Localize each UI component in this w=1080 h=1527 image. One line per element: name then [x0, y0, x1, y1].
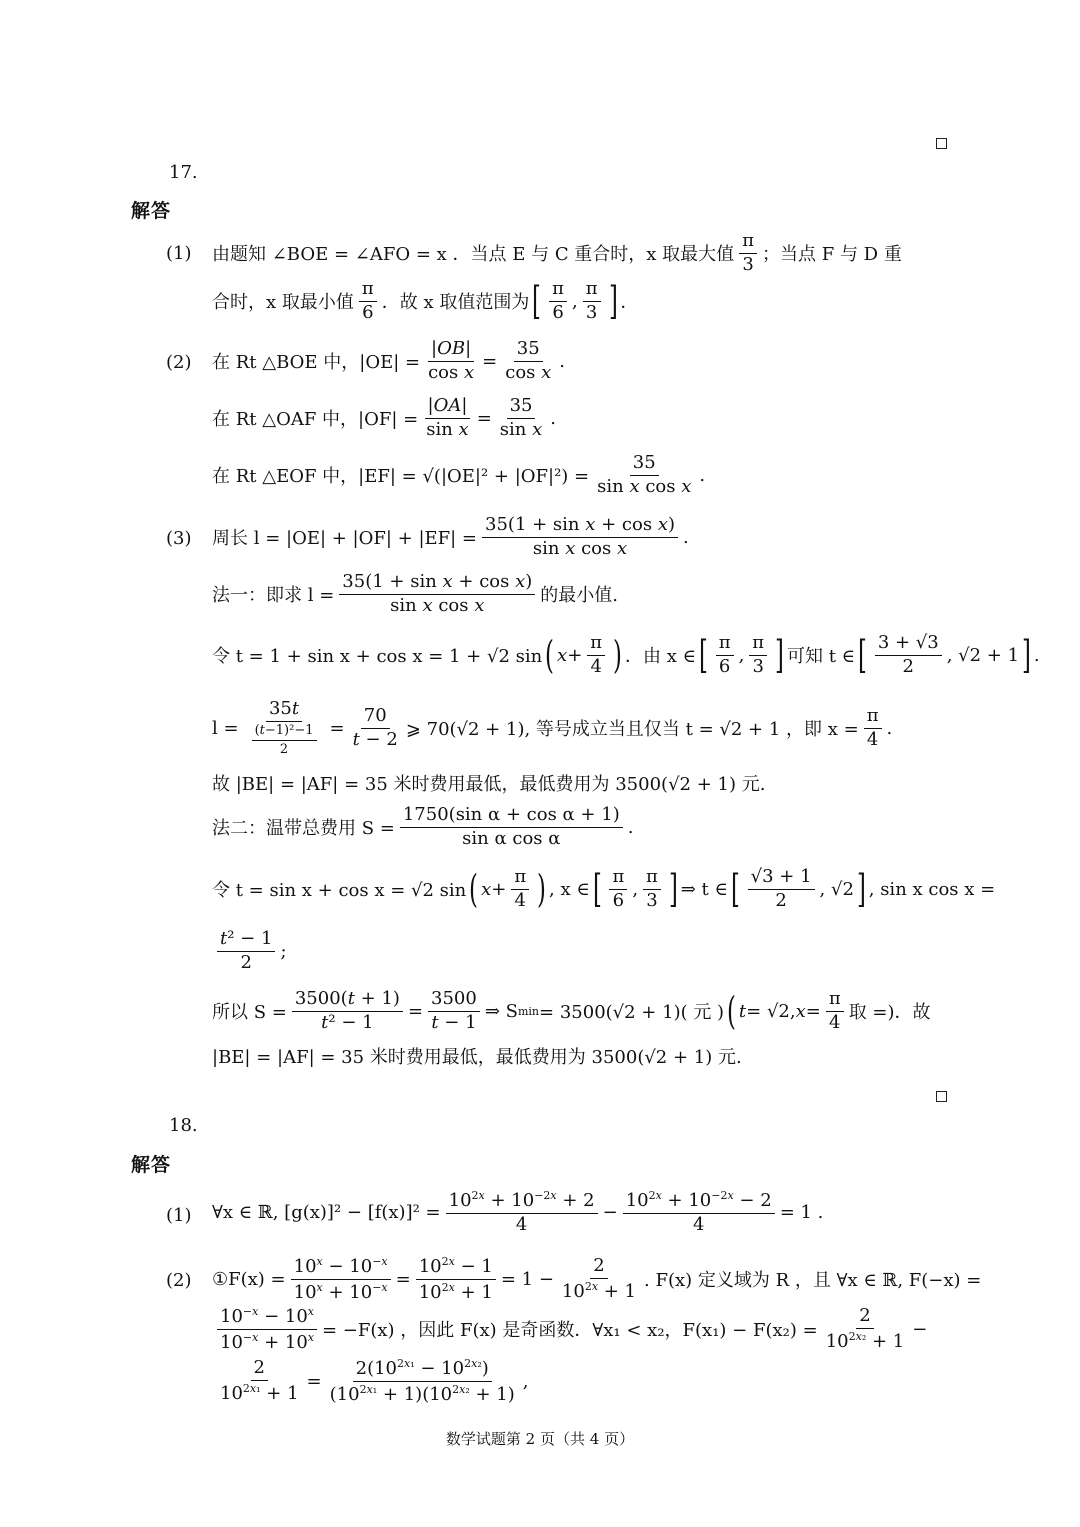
q17-part2-label: (2) — [166, 352, 192, 373]
fraction: $\frac{\text{35(1 + sin x + cos x)}}{\text{sin x cos x}}$ — [482, 516, 678, 559]
fraction: $\frac{\pi}{4}$ — [826, 990, 844, 1033]
fraction: $\frac{\text{35(1 + sin x + cos x)}}{\text{sin x cos x}}$ — [339, 573, 535, 616]
fraction: $\frac{\text{1750(sin α + cos α + 1)}}{\text{sin α cos α}}$ — [400, 806, 623, 849]
q17-part3-line9: 所以 S = $\frac{3500(t + 1)}{\text{t² − 1}}$ = $\frac{3500}{t - 1}$ ⇒ S min = 3500(√2 + 1)( 元 ) ( t = √2, x = $\frac{\pi}{4}$ 取 =)．故 — [212, 988, 931, 1034]
fraction: $\frac{\pi}{3}$ — [583, 280, 601, 323]
fraction: $\frac{|OB|}{\text{cos x}}$ — [428, 338, 475, 383]
fraction: $\frac{3500}{t - 1}$ — [428, 990, 480, 1033]
qed-box-top — [936, 138, 947, 149]
fraction: $\frac{10^{2x} - 1}{10^{2x} + 1}$ — [416, 1256, 496, 1303]
fraction: $\frac{3 + √3}{2}$ — [875, 634, 942, 677]
fraction: $\frac{\pi}{4}$ — [864, 707, 882, 750]
fraction: $\frac{√3 + 1}{2}$ — [748, 868, 815, 911]
fraction: $\frac{\pi}{6}$ — [549, 280, 567, 323]
fraction: $\frac{|OA|}{\text{sin x}}$ — [426, 395, 469, 440]
q17-part3-line10: |BE| = |AF| = 35 米时费用最低，最低费用为 3500(√2 + 1) 元. — [212, 1047, 742, 1068]
q17-part3-line2: 法一：即求 l = $\frac{\text{35(1 + sin x + cos x)}}{\text{sin x cos x}}$ 的最小值. — [212, 571, 618, 616]
q17-part3-line4: l = $\frac{35t}{\frac{\text{(t−1)²−1}}{2}}$ = $\frac{70}{t - 2}$ ⩾ 70(√2 + 1), 等号成立当且仅当 t = √2 + 1 ，即 x = $\frac{\pi}{4}$ . — [212, 698, 893, 757]
fraction: $\frac{\pi}{6}$ — [609, 868, 627, 911]
q17-part3-line5: 故 |BE| = |AF| = 35 米时费用最低，最低费用为 3500(√2 + 1) 元. — [212, 774, 766, 795]
fraction: $\frac{\pi}{6}$ — [716, 634, 734, 677]
fraction: $\frac{35}{\text{sin x}}$ — [499, 395, 543, 440]
q17-part3-line6: 法二：温带总费用 S = $\frac{\text{1750(sin α + cos α + 1)}}{\text{sin α cos α}}$ . — [212, 804, 634, 849]
question-17-number: 17. — [169, 162, 198, 183]
fraction: $\frac{10^{-x} - 10^x}{10^{-x} + 10^x}$ — [217, 1306, 317, 1353]
q18-part2-label: (2) — [166, 1270, 192, 1291]
fraction: $\frac{\pi}{3}$ — [643, 868, 661, 911]
fraction: $\frac{\text{t² − 1}}{2}$ — [217, 930, 275, 973]
fraction: $\frac{\pi}{3}$ — [749, 634, 767, 677]
q17-part3-line8: $\frac{\text{t² − 1}}{2}$ ; — [212, 930, 950, 973]
fraction: $\frac{2}{10^{2x_2} + 1}$ — [825, 1305, 905, 1352]
page-footer: 数学试题第 2 页（共 4 页） — [445, 1430, 635, 1448]
fraction: $\frac{70}{t - 2}$ — [352, 704, 398, 750]
q18-part1-label: (1) — [166, 1205, 192, 1226]
fraction: $\frac{10^{2x} + 10^{-2x} + 2}{4}$ — [446, 1190, 598, 1235]
q17-part2-line3: 在 Rt △EOF 中，|EF| = √(|OE|² + |OF|²) = $\frac{35}{\text{sin x cos x}}$ . — [212, 452, 706, 497]
fraction: $\frac{\pi}{4}$ — [587, 634, 605, 677]
q17-part1-label: (1) — [166, 243, 192, 264]
q17-part2-line2: 在 Rt △OAF 中，|OF| = $\frac{|OA|}{\text{sin x}}$ = $\frac{35}{\text{sin x}}$ . — [212, 395, 556, 440]
q18-part2-line1: ①F(x) = $\frac{10^x - 10^{-x}}{10^x + 10^{-x}}$ = $\frac{10^{2x} - 1}{10^{2x} + 1}$ = 1 − $\frac{2}{10^{2x} + 1}$ . F(x) 定义域为 R ，且 ∀x ∈ ℝ, F(−x) = — [212, 1255, 982, 1303]
question-18-heading: 解答 — [131, 1154, 172, 1176]
qed-box-middle — [936, 1091, 947, 1102]
question-17-heading: 解答 — [131, 200, 172, 222]
q17-part1-line1: 由题知 ∠BOE = ∠AFO = x ．当点 E 与 C 重合时，x 取最大值 $\frac{\pi}{3}$ ；当点 F 与 D 重 — [212, 230, 902, 275]
fraction: $\frac{35t}{\frac{\text{(t−1)²−1}}{2}}$ — [244, 700, 325, 756]
q17-part3-line7: 令 t = sin x + cos x = √2 sin ( x + $\frac{\pi}{4}$ ) , x ∈ [ $\frac{\pi}{6}$ , $\frac{\pi}{3}$ ] ⇒ t ∈ [ $\frac{√3 + 1}{2}$ , √2 ] , sin x cos x = — [212, 866, 996, 912]
q17-part3-label: (3) — [166, 528, 192, 549]
fraction: $\frac{2}{10^{2x_1} + 1}$ — [220, 1357, 299, 1404]
fraction: $\frac{3500(t + 1)}{\text{t² − 1}}$ — [292, 990, 403, 1033]
fraction: $\frac{2(10^{2x_1} - 10^{2x_2})}{(10^{2x_1} + 1)(10^{2x_2} + 1)}$ — [329, 1357, 515, 1405]
q17-part2-line1: 在 Rt △BOE 中，|OE| = $\frac{|OB|}{\text{cos x}}$ = $\frac{35}{\text{cos x}}$ . — [212, 338, 566, 383]
q18-part2-line3: $\frac{2}{10^{2x_1} + 1}$ = $\frac{2(10^{2x_1} - 10^{2x_2})}{(10^{2x_1} + 1)(10^{2x_2} + 1)}$ , — [212, 1358, 950, 1405]
q17-part3-line1: 周长 l = |OE| + |OF| + |EF| = $\frac{\text{35(1 + sin x + cos x)}}{\text{sin x cos x}}$ . — [212, 514, 689, 559]
q17-part3-line3: 令 t = 1 + sin x + cos x = 1 + √2 sin ( x + $\frac{\pi}{4}$ ) ．由 x ∈ [ $\frac{\pi}{6}$ , $\frac{\pi}{3}$ ] 可知 t ∈ [ $\frac{3 + √3}{2}$ , √2 + 1 ] . — [212, 632, 1040, 678]
fraction: $\frac{10^x - 10^{-x}}{10^x + 10^{-x}}$ — [291, 1256, 391, 1303]
fraction: $\frac{10^{2x} + 10^{-2x} - 2}{4}$ — [623, 1190, 775, 1235]
q18-part2-line2: $\frac{10^{-x} - 10^x}{10^{-x} + 10^x}$ = −F(x) ，因此 F(x) 是奇函数．∀x₁ < x₂，F(x₁) − F(x₂) = $\frac{2}{10^{2x_2} + 1}$ − — [212, 1306, 950, 1353]
question-18-number: 18. — [169, 1115, 198, 1136]
fraction: $\frac{35}{\text{cos x}}$ — [505, 338, 552, 383]
q17-part1-line2: 合时，x 取最小值 $\frac{\pi}{6}$ ．故 x 取值范围为 [ $\frac{\pi}{6}$ , $\frac{\pi}{3}$ ] ． — [212, 278, 639, 324]
fraction: $\frac{35}{\text{sin x cos x}}$ — [597, 452, 692, 497]
fraction: $\frac{2}{10^{2x} + 1}$ — [561, 1255, 637, 1302]
fraction: $\frac{\text{(t−1)²−1}}{2}$ — [252, 724, 317, 756]
fraction: $\frac{\pi}{6}$ — [359, 280, 377, 323]
fraction: $\frac{\pi}{4}$ — [511, 868, 529, 911]
fraction: $\frac{\pi}{3}$ — [739, 232, 757, 275]
q18-part1-line1: ∀x ∈ ℝ, [g(x)]² − [f(x)]² = $\frac{10^{2x} + 10^{-2x} + 2}{4}$ − $\frac{10^{2x} + 10^{-2x} - 2}{4}$ = 1 . — [212, 1189, 824, 1235]
